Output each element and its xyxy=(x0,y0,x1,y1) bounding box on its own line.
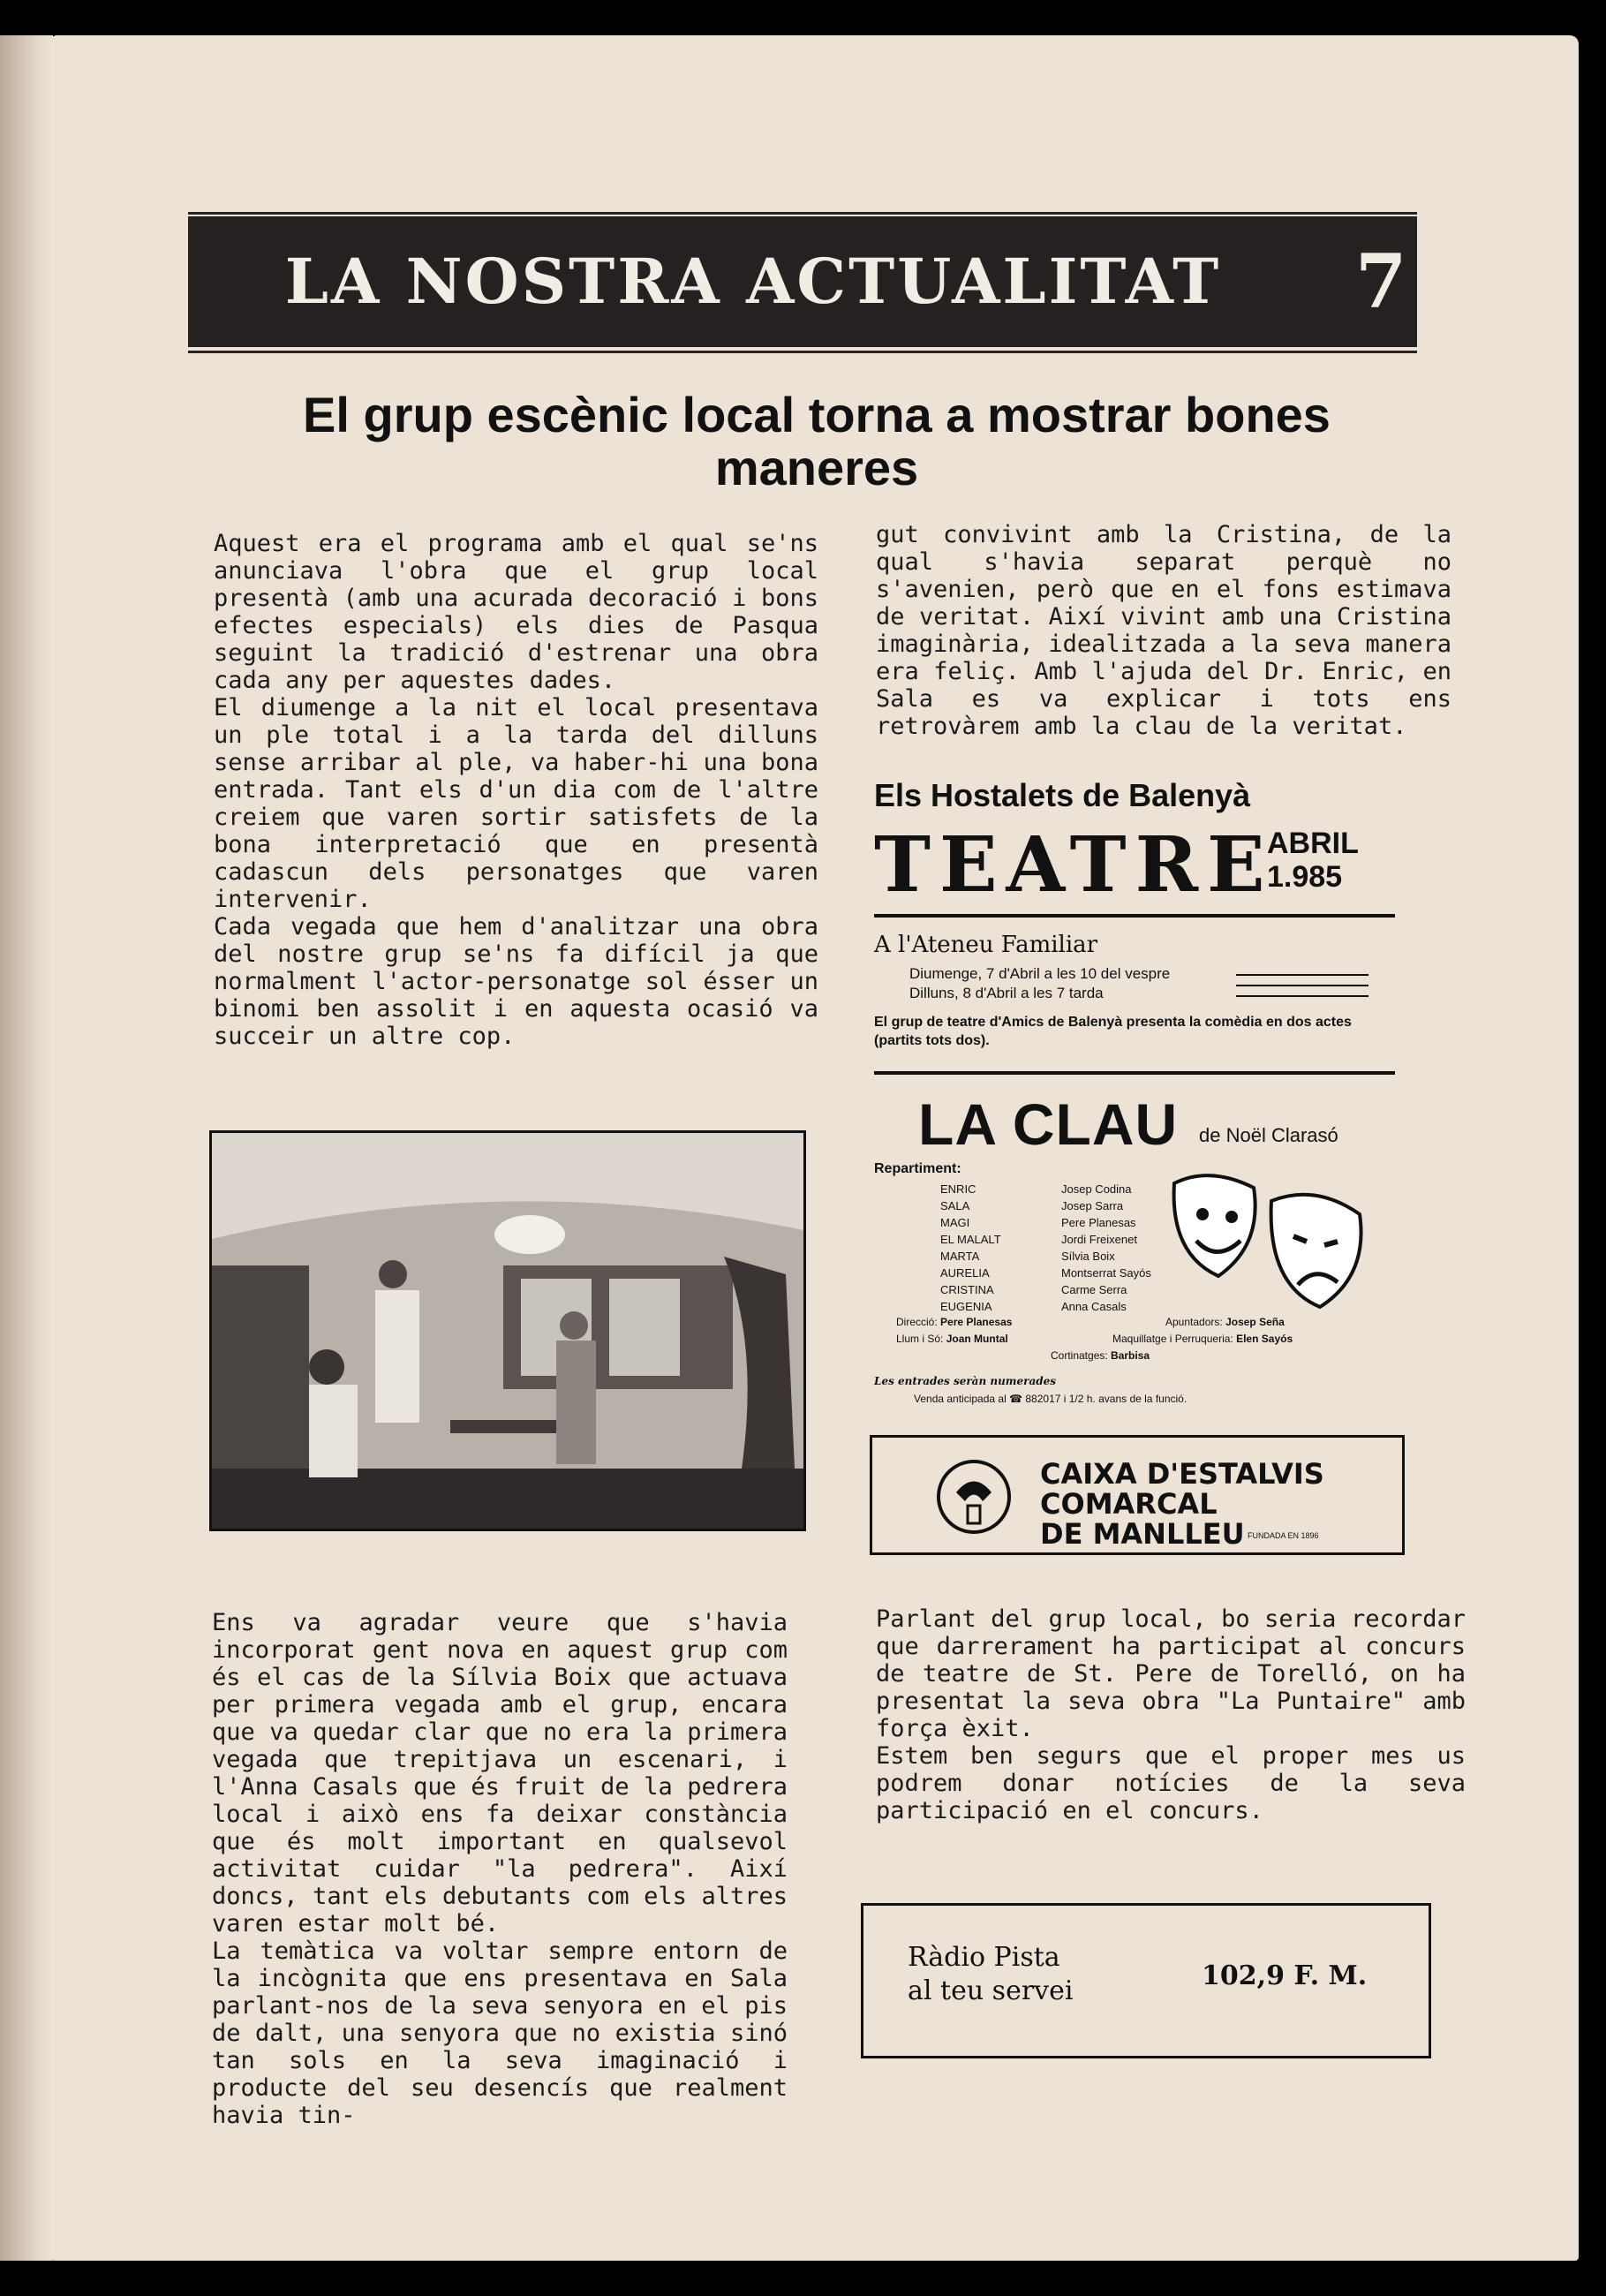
masthead-rule-top xyxy=(188,212,1417,215)
ad-credit-maquillatge: Maquillatge i Perruqueria: Elen Sayós xyxy=(1112,1333,1293,1345)
masthead-title: LA NOSTRA ACTUALITAT xyxy=(284,245,1222,318)
cast-actor: Anna Casals xyxy=(1061,1300,1127,1313)
radio-frequency: 102,9 F. M. xyxy=(1202,1960,1368,1991)
ad-cast-actors xyxy=(1061,1181,1151,1315)
cast-actor: Sílvia Boix xyxy=(1061,1250,1115,1263)
caixa-logo-icon xyxy=(934,1457,1014,1537)
cast-actor: Pere Planesas xyxy=(1061,1216,1136,1229)
theatre-ad xyxy=(874,773,1395,1426)
ad-date-rule-1 xyxy=(1236,974,1368,976)
ad-play-title: LA CLAU xyxy=(918,1091,1179,1157)
radio-line-1: Ràdio Pista xyxy=(908,1942,1060,1973)
ad-sales-note: Venda anticipada al ☎ 882017 i 1/2 h. avans de la funció. xyxy=(914,1393,1188,1405)
ad-venue: A l'Ateneu Familiar xyxy=(874,932,1098,958)
ad-rule-2 xyxy=(874,1071,1395,1075)
article-column-2-top: gut convivint amb la Cristina, de la qual s'havia separat perquè no s'avenien, però que en el fons estimava de veritat. Així vivint amb una Cristina imaginària, idealitzada a la seva manera era feliç. Amb l'ajuda del Dr. Enric, en Sala es va explicar i tots ens retrovàrem amb la clau de la veritat. xyxy=(876,521,1451,740)
cast-role: SALA xyxy=(940,1199,970,1212)
ad-date-1: Diumenge, 7 d'Abril a les 10 del vespre xyxy=(909,965,1171,982)
cast-role: MARTA xyxy=(940,1250,980,1263)
ad-credit-llum: Llum i Só: Joan Muntal xyxy=(896,1333,1008,1345)
stage-photo-image xyxy=(212,1133,803,1529)
caixa-ad xyxy=(870,1435,1405,1555)
ad-seats-note: Les entrades seràn numerades xyxy=(874,1375,1057,1387)
stage-photo xyxy=(209,1130,806,1531)
ad-author: de Noël Clarasó xyxy=(1199,1124,1338,1146)
ad-month: ABRIL xyxy=(1267,827,1359,860)
ad-credit-direccio: Direcció: Pere Planesas xyxy=(896,1316,1013,1328)
ad-town-header: Els Hostalets de Balenyà xyxy=(874,777,1251,813)
caixa-line-2: COMARCAL xyxy=(1040,1487,1218,1521)
cast-role: CRISTINA xyxy=(940,1283,994,1296)
cast-role: ENRIC xyxy=(940,1182,976,1196)
cast-role: EUGENIA xyxy=(940,1300,992,1313)
ad-rule-1 xyxy=(874,914,1395,918)
ad-year: 1.985 xyxy=(1267,860,1343,894)
cast-actor: Montserrat Sayós xyxy=(1061,1266,1151,1280)
radio-line-2: al teu servei xyxy=(908,1975,1074,2006)
caixa-founded: FUNDADA EN 1896 xyxy=(1248,1531,1319,1540)
cast-actor: Jordi Freixenet xyxy=(1061,1233,1137,1246)
article-column-2-bottom: Parlant del grup local, bo seria recordar que darrerament ha participat al concurs de teatre de St. Pere de Torelló, on ha presentat la seva obra "La Puntaire" amb força èxit. Estem ben segurs que el proper mes us podrem donar notícies de la seva participació en el concurs. xyxy=(876,1605,1466,1824)
cast-role: MAGI xyxy=(940,1216,970,1229)
masthead-rule-bottom xyxy=(188,351,1417,353)
caixa-line-1: CAIXA D'ESTALVIS xyxy=(1040,1457,1324,1491)
cast-actor: Josep Codina xyxy=(1061,1182,1132,1196)
ad-teatre-title: TEATRE xyxy=(874,820,1274,910)
theatre-masks-icon xyxy=(1165,1166,1395,1329)
cast-role: EL MALALT xyxy=(940,1233,1001,1246)
cast-role: AURELIA xyxy=(940,1266,990,1280)
ad-credit-cortinatges: Cortinatges: Barbisa xyxy=(1051,1349,1150,1362)
ad-cast-roles xyxy=(940,1181,1001,1315)
ad-date-rule-3 xyxy=(1236,995,1368,997)
ad-description: El grup de teatre d'Amics de Balenyà presenta la comèdia en dos actes (partits tots dos). xyxy=(874,1015,1352,1048)
ad-credit-apuntadors: Apuntadors: Josep Seña xyxy=(1165,1316,1285,1328)
page-number: 7 xyxy=(1355,238,1407,325)
article-headline: El grup escènic local torna a mostrar bones maneres xyxy=(303,387,1331,495)
article-column-1-bottom: Ens va agradar veure que s'havia incorporat gent nova en aquest grup com és el cas de la Sílvia Boix que actuava per primera vegada amb el grup, encara que va quedar clar que no era la primera vegada que trepitjava un escenari, i l'Anna Casals que és fruit de la pedrera local i això ens fa deixar constància que és molt important en qualsevol activitat cuidar "la pedrera". Així doncs, tant els debutants com els altres varen estar molt bé. La temàtica va voltar sempre entorn de la incògnita que ens presentava en Sala parlant-nos de la seva senyora en el pis de dalt, una senyora que no existia sinó tan sols en la seva imaginació i producte del seu desencís que realment havia tin- xyxy=(212,1609,788,2129)
article-column-1-top: Aquest era el programa amb el qual se'ns anunciava l'obra que el grup local presentà (amb una acurada decoració i bons efectes especials) els dies de Pasqua seguint la tradició d'estrenar una obra cada any per aquestes dades. El diumenge a la nit el local presentava un ple total i a la tarda del dilluns sense arribar al ple, va haber-hi una bona entrada. Tant els d'un dia com de l'altre creiem que varen sortir satisfets de la bona interpretació que en presentà cadascun dels personatges que varen intervenir. Cada vegada que hem d'analitzar una obra del nostre grup se'ns fa difícil ja que normalment l'actor-personatge sol ésser un binomi ben assolit i en aquesta ocasió va succeir un altre cop. xyxy=(214,530,818,1050)
caixa-line-3: DE MANLLEU xyxy=(1040,1517,1245,1551)
ad-date-2: Dilluns, 8 d'Abril a les 7 tarda xyxy=(909,985,1104,1001)
radio-ad xyxy=(861,1903,1431,2058)
ad-date-rule-2 xyxy=(1236,985,1368,986)
page-spine xyxy=(0,35,53,2261)
radio-name xyxy=(908,1941,1073,2008)
cast-actor: Josep Sarra xyxy=(1061,1199,1124,1212)
ad-repartiment-label: Repartiment: xyxy=(874,1161,961,1176)
cast-actor: Carme Serra xyxy=(1061,1283,1127,1296)
